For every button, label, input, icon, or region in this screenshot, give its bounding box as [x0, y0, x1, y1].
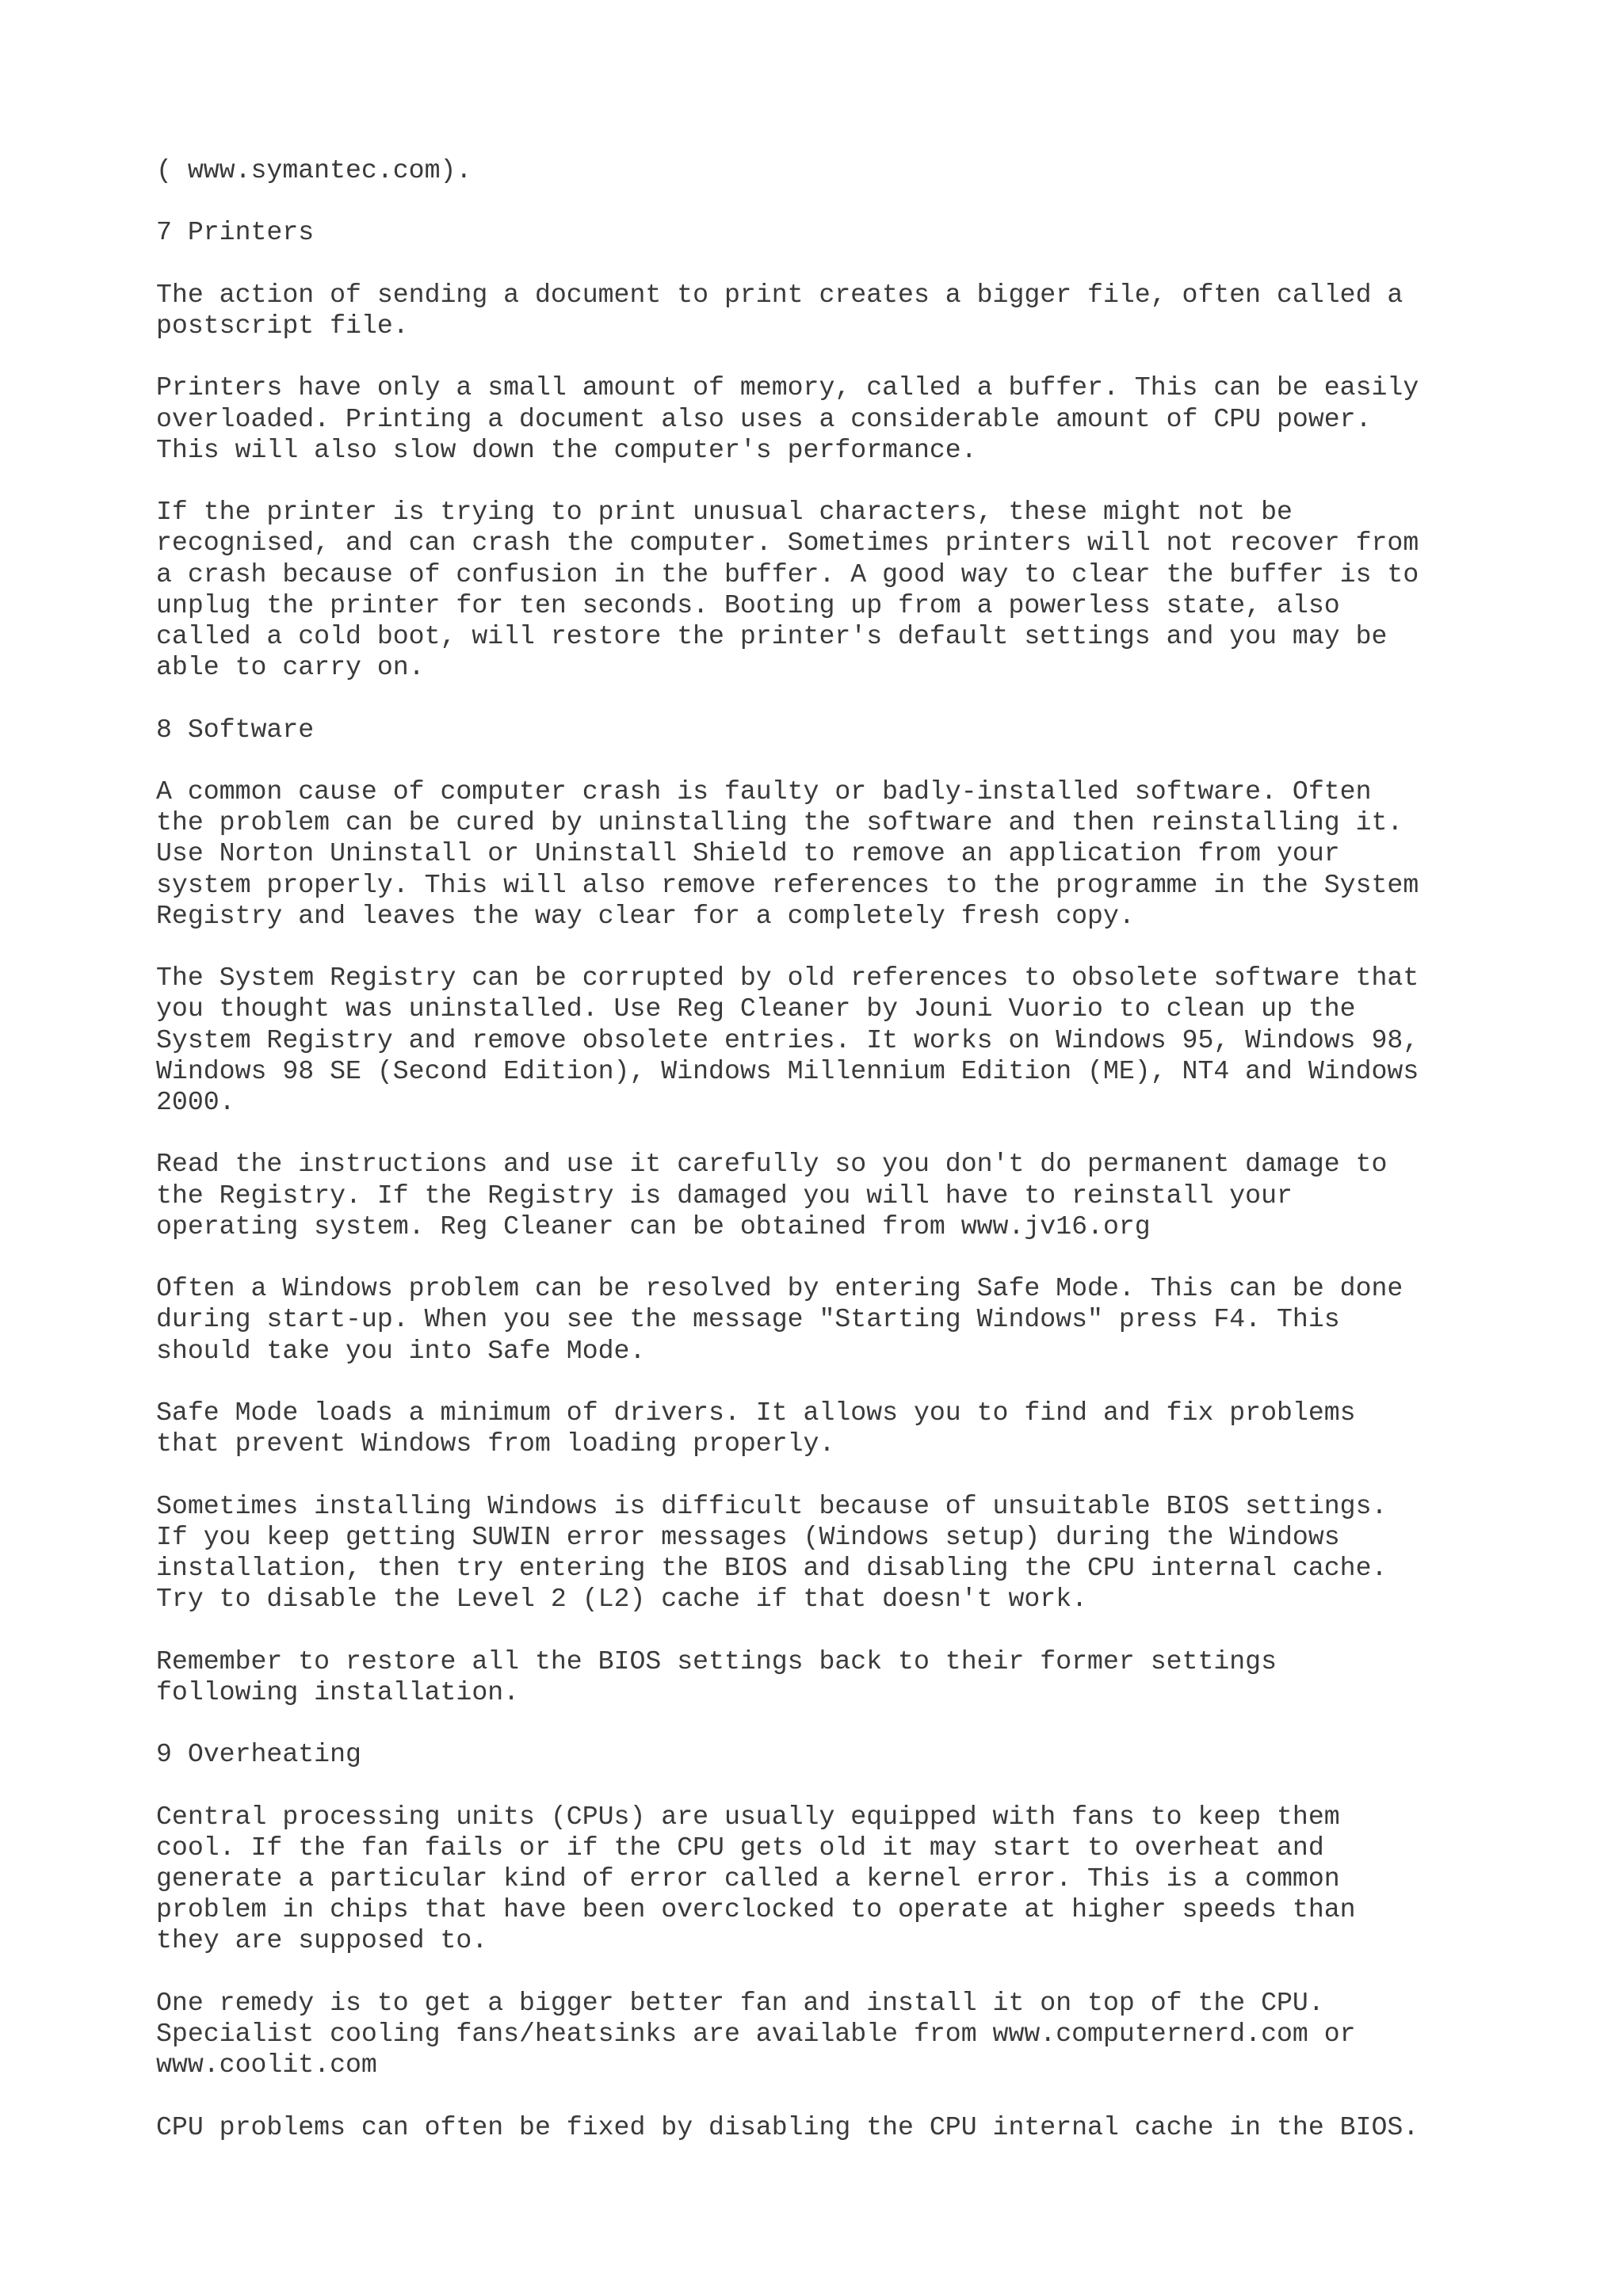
text-line: Sometimes installing Windows is difficult because of unsuitable BIOS settings.	[156, 1490, 1388, 1521]
text-line: Safe Mode loads a minimum of drivers. It allows you to find and fix problems	[156, 1397, 1356, 1428]
paragraph	[156, 1149, 1503, 1242]
text-line: the Registry. If the Registry is damaged you will have to reinstall your	[156, 1180, 1293, 1211]
text-line: the problem can be cured by uninstalling the software and then reinstalling it.	[156, 807, 1403, 838]
text-line: 7 Printers	[156, 217, 315, 248]
text-line: Printers have only a small amount of memory, called a buffer. This can be easily	[156, 372, 1419, 403]
text-line: following installation.	[156, 1676, 520, 1707]
paragraph	[156, 1273, 1503, 1367]
text-line: overloaded. Printing a document also uses a considerable amount of CPU power.	[156, 403, 1372, 434]
paragraph	[156, 776, 1503, 932]
text-line: that prevent Windows from loading properly.	[156, 1428, 835, 1459]
text-line: Try to disable the Level 2 (L2) cache if that doesn't work.	[156, 1584, 1088, 1615]
text-line: 9 Overheating	[156, 1739, 361, 1770]
text-line: If you keep getting SUWIN error messages (Windows setup) during the Windows	[156, 1521, 1340, 1552]
text-line: CPU problems can often be fixed by disabling the CPU internal cache in the BIOS.	[156, 2111, 1419, 2142]
section-heading	[156, 1739, 1503, 1770]
text-line: they are supposed to.	[156, 1925, 488, 1956]
text-line: should take you into Safe Mode.	[156, 1335, 646, 1366]
paragraph	[156, 1646, 1503, 1708]
text-line: Read the instructions and use it carefully so you don't do permanent damage to	[156, 1149, 1388, 1180]
text-line: problem in chips that have been overclocked to operate at higher speeds than	[156, 1894, 1356, 1925]
text-line: www.coolit.com	[156, 2050, 377, 2081]
text-line: you thought was uninstalled. Use Reg Cleaner by Jouni Vuorio to clean up the	[156, 994, 1356, 1024]
text-line: This will also slow down the computer's performance.	[156, 434, 977, 465]
text-line: The action of sending a document to print creates a bigger file, often called a	[156, 279, 1403, 310]
text-line: postscript file.	[156, 310, 409, 341]
text-line: able to carry on.	[156, 652, 425, 683]
text-line: Registry and leaves the way clear for a completely fresh copy.	[156, 900, 1135, 931]
document-body	[156, 155, 1503, 2174]
paragraph	[156, 1398, 1503, 1459]
paragraph	[156, 2112, 1503, 2143]
paragraph	[156, 1988, 1503, 2081]
text-line: generate a particular kind of error called a kernel error. This is a common	[156, 1863, 1340, 1894]
paragraph	[156, 372, 1503, 466]
text-line: cool. If the fan fails or if the CPU gets old it may start to overheat and	[156, 1832, 1324, 1863]
text-line: Central processing units (CPUs) are usually equipped with fans to keep them	[156, 1801, 1340, 1832]
paragraph	[156, 1802, 1503, 1957]
paragraph	[156, 280, 1503, 341]
text-line: recognised, and can crash the computer. Sometimes printers will not recover from	[156, 528, 1419, 559]
text-line: Remember to restore all the BIOS settings back to their former settings	[156, 1646, 1277, 1676]
section-heading	[156, 715, 1503, 746]
paragraph	[156, 963, 1503, 1118]
text-line: Windows 98 SE (Second Edition), Windows Millennium Edition (ME), NT4 and Windows	[156, 1055, 1419, 1086]
text-line: Use Norton Uninstall or Uninstall Shield to remove an application from your	[156, 838, 1340, 869]
text-line: The System Registry can be corrupted by old references to obsolete software that	[156, 963, 1419, 994]
text-line: Often a Windows problem can be resolved by entering Safe Mode. This can be done	[156, 1273, 1403, 1304]
text-line: a crash because of confusion in the buffer. A good way to clear the buffer is to	[156, 559, 1419, 589]
paragraph	[156, 155, 1503, 186]
text-line: System Registry and remove obsolete entries. It works on Windows 95, Windows 98,	[156, 1024, 1419, 1055]
text-line: during start-up. When you see the message "Starting Windows" press F4. This	[156, 1304, 1340, 1335]
text-line: A common cause of computer crash is faulty or badly-installed software. Often	[156, 776, 1372, 807]
text-line: unplug the printer for ten seconds. Booting up from a powerless state, also	[156, 589, 1340, 620]
text-line: ( www.symantec.com).	[156, 155, 472, 185]
paragraph	[156, 497, 1503, 683]
section-heading	[156, 217, 1503, 248]
text-line: installation, then try entering the BIOS and disabling the CPU internal cache.	[156, 1552, 1388, 1583]
text-line: called a cold boot, will restore the printer's default settings and you may be	[156, 620, 1388, 651]
paragraph	[156, 1491, 1503, 1615]
text-line: system properly. This will also remove references to the programme in the System	[156, 869, 1419, 900]
text-line: One remedy is to get a bigger better fan and install it on top of the CPU.	[156, 1987, 1324, 2018]
text-line: 8 Software	[156, 714, 315, 745]
text-line: Specialist cooling fans/heatsinks are available from www.computernerd.com or	[156, 2018, 1356, 2049]
text-line: 2000.	[156, 1086, 235, 1117]
text-line: operating system. Reg Cleaner can be obtained from www.jv16.org	[156, 1211, 1151, 1241]
text-line: If the printer is trying to print unusual characters, these might not be	[156, 497, 1293, 528]
